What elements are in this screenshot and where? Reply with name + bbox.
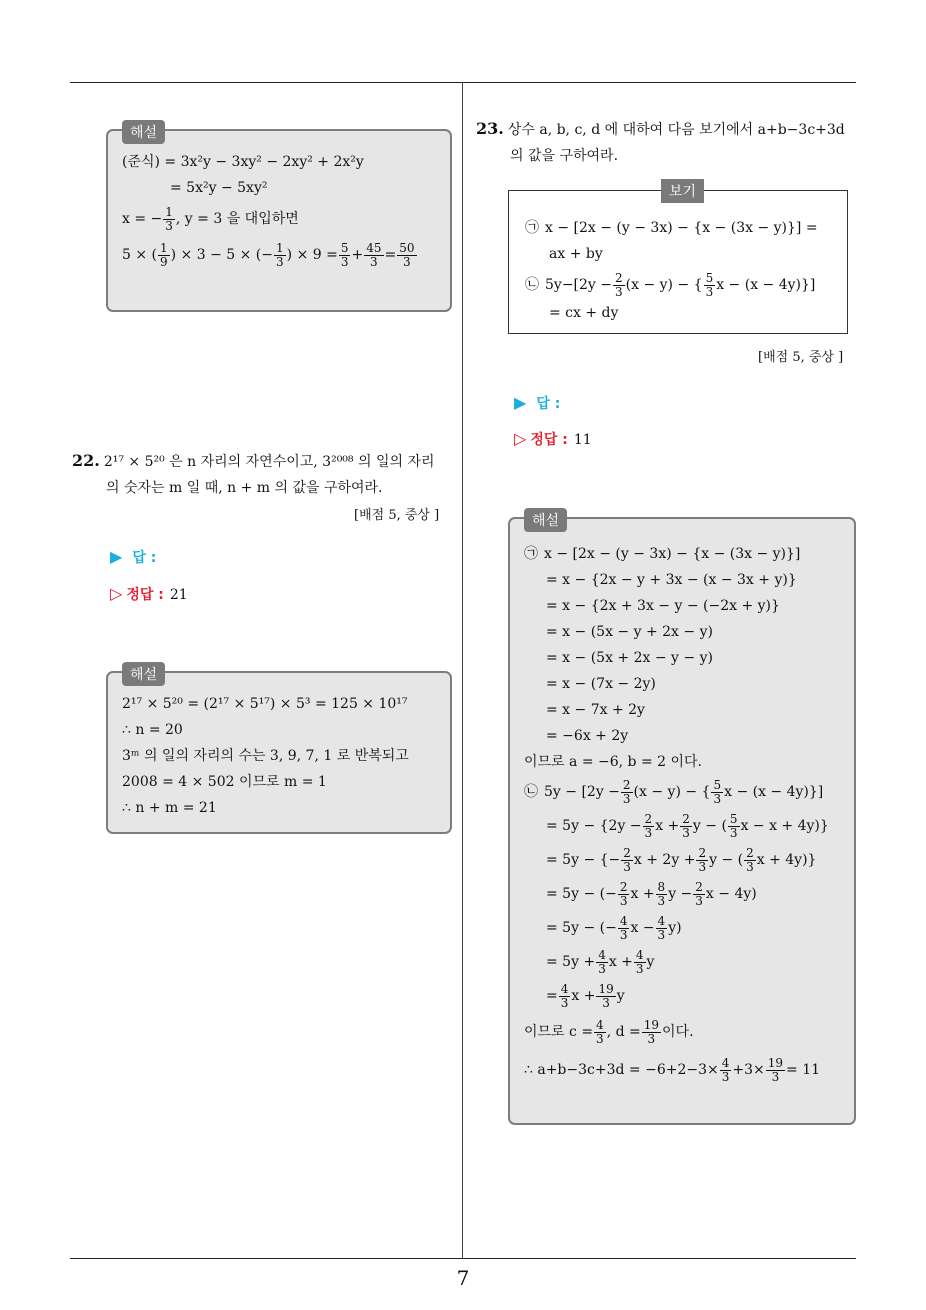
fraction: $\frac{2}{3}$ xyxy=(622,777,631,806)
fraction: $\frac{4}{3}$ xyxy=(598,947,606,976)
solution-line: x = − $\frac{1}{3}$ , y = 3 을 대입하면 xyxy=(122,204,299,233)
correct-row-22 xyxy=(110,584,188,604)
solution-box-23 xyxy=(508,513,856,1125)
fraction: $\frac{50}{3}$ xyxy=(399,240,415,269)
solution-line: = x − (5x − y + 2x − y) xyxy=(546,624,713,640)
fraction: $\frac{4}{3}$ xyxy=(721,1055,730,1084)
solution-tag: 해설 xyxy=(122,120,165,144)
solution-line: = x − {2x + 3x − y − (−2x + y)} xyxy=(546,598,780,614)
fraction: $\frac{2}{3}$ xyxy=(623,845,631,874)
correct-value: 11 xyxy=(573,432,592,448)
fraction: $\frac{4}{3}$ xyxy=(619,913,628,942)
fraction: $\frac{2}{3}$ xyxy=(698,845,707,874)
fraction: $\frac{4}{3}$ xyxy=(635,947,644,976)
bottom-rule xyxy=(70,1258,856,1259)
fraction: $\frac{8}{3}$ xyxy=(657,879,666,908)
solution-line: = x − 7x + 2y xyxy=(546,702,645,718)
fraction: $\frac{4}{3}$ xyxy=(560,981,569,1010)
fraction: $\frac{2}{3}$ xyxy=(695,879,703,908)
fraction: $\frac{5}{3}$ xyxy=(705,270,714,299)
play-icon: ▶ xyxy=(514,393,527,412)
solution-line: 5 × ( $\frac{1}{9}$ ) × 3 − 5 × (− $\frac{1}{3}$ ) × 9 = $\frac{5}{3}$ + $\frac{45}{3}$ = $\frac{50}{3}$ xyxy=(122,240,415,269)
correct-value: 21 xyxy=(169,587,188,603)
solution-line: = 5y − {2y − $\frac{2}{3}$ x + $\frac{2}{3}$ y − ( $\frac{5}{3}$ x − x + 4y)} xyxy=(546,811,829,840)
correct-row-23 xyxy=(514,429,592,449)
solution-line: = x − (7x − 2y) xyxy=(546,676,656,692)
circled-label: ㉠ xyxy=(524,546,538,562)
solution-line: ∴ a+b−3c+3d = −6+2−3× $\frac{4}{3}$ +3× $\frac{19}{3}$ = 11 xyxy=(524,1055,821,1084)
score-meta-22: [배점 5, 중상 ] xyxy=(354,508,440,523)
solution-line: ㉠ x − [2x − (y − 3x) − {x − (3x − y)}] xyxy=(524,546,801,562)
solution-line: ∴ n = 20 xyxy=(122,722,183,738)
question-text: 상수 a, b, c, d 에 대하여 다음 보기에서 a+b−3c+3d xyxy=(507,122,845,138)
circled-label: ㉠ xyxy=(525,220,539,236)
correct-label: 정답 : xyxy=(530,432,568,448)
question-text: 의 숫자는 m 일 때, n + m 의 값을 구하여라. xyxy=(106,480,383,496)
solution-line: ㉡ 5y − [2y − $\frac{2}{3}$ (x − y) − { $\frac{5}{3}$ x − (x − 4y)}] xyxy=(524,777,824,806)
example-tag: 보기 xyxy=(661,179,704,203)
solution-line: 이므로 c = $\frac{4}{3}$ , d = $\frac{19}{3}$ 이다. xyxy=(524,1017,694,1046)
solution-line: ∴ n + m = 21 xyxy=(122,800,217,816)
score-meta-23: [배점 5, 중상 ] xyxy=(758,350,844,365)
fraction: $\frac{1}{3}$ xyxy=(276,240,284,269)
column-divider xyxy=(462,83,463,1258)
answer-row-22 xyxy=(110,547,156,567)
fraction: $\frac{19}{3}$ xyxy=(598,981,614,1010)
solution-line: 2¹⁷ × 5²⁰ = (2¹⁷ × 5¹⁷) × 5³ = 125 × 10¹⁷ xyxy=(122,696,408,712)
top-rule xyxy=(70,82,856,83)
answer-label: 답 : xyxy=(132,550,157,566)
fraction: $\frac{5}{3}$ xyxy=(340,240,349,269)
question-22 xyxy=(72,448,456,501)
solution-line: = $\frac{4}{3}$ x + $\frac{19}{3}$ y xyxy=(546,981,625,1010)
solution-line: 2008 = 4 × 502 이므로 m = 1 xyxy=(122,774,327,790)
page-number: 7 xyxy=(456,1266,470,1290)
fraction: $\frac{2}{3}$ xyxy=(682,811,690,840)
correct-label: 정답 : xyxy=(126,587,164,603)
example-line: ax + by xyxy=(549,246,603,262)
solution-line: 이므로 a = −6, b = 2 이다. xyxy=(524,754,702,770)
fraction: $\frac{2}{3}$ xyxy=(619,879,628,908)
circled-label: ㉡ xyxy=(525,277,539,293)
solution-line: = x − {2x − y + 3x − (x − 3x + y)} xyxy=(546,572,797,588)
solution-line: = 5y − (− $\frac{2}{3}$ x + $\frac{8}{3}$ y − $\frac{2}{3}$ x − 4y) xyxy=(546,879,757,908)
fraction: $\frac{4}{3}$ xyxy=(596,1017,604,1046)
circled-label: ㉡ xyxy=(524,784,538,800)
example-line: ㉠ x − [2x − (y − 3x) − {x − (3x − y)}] = xyxy=(525,220,818,236)
answer-row-23 xyxy=(514,393,560,413)
answer-label: 답 : xyxy=(536,396,561,412)
fraction: $\frac{5}{3}$ xyxy=(713,777,722,806)
solution-tag: 해설 xyxy=(122,662,165,686)
question-number: 22. xyxy=(72,451,100,470)
fraction: $\frac{2}{3}$ xyxy=(644,811,653,840)
fraction: $\frac{1}{9}$ xyxy=(160,240,168,269)
solution-line: = 5y − {− $\frac{2}{3}$ x + 2y + $\frac{2}{3}$ y − ( $\frac{2}{3}$ x + 4y)} xyxy=(546,845,817,874)
fraction: $\frac{45}{3}$ xyxy=(366,240,382,269)
question-text: 2¹⁷ × 5²⁰ 은 n 자리의 자연수이고, 3²⁰⁰⁸ 의 일의 자리 xyxy=(103,454,435,470)
fraction: $\frac{2}{3}$ xyxy=(746,845,754,874)
solution-tag: 해설 xyxy=(524,508,567,532)
solution-box-21 xyxy=(106,125,452,312)
solution-line: = 5y − (− $\frac{4}{3}$ x − $\frac{4}{3}$ y) xyxy=(546,913,682,942)
solution-box-22 xyxy=(106,667,452,834)
solution-line: = 5x²y − 5xy² xyxy=(170,180,268,196)
fraction: $\frac{4}{3}$ xyxy=(657,913,666,942)
fraction: $\frac{1}{3}$ xyxy=(165,204,173,233)
question-number: 23. xyxy=(476,119,504,138)
solution-line: = x − (5x + 2x − y − y) xyxy=(546,650,713,666)
fraction: $\frac{19}{3}$ xyxy=(643,1017,660,1046)
question-23 xyxy=(476,116,866,169)
solution-line: = 5y + $\frac{4}{3}$ x + $\frac{4}{3}$ y xyxy=(546,947,655,976)
play-icon: ▶ xyxy=(110,547,123,566)
fraction: $\frac{19}{3}$ xyxy=(767,1055,784,1084)
example-line: ㉡ 5y−[2y − $\frac{2}{3}$ (x − y) − { $\frac{5}{3}$ x − (x − 4y)}] xyxy=(525,270,816,299)
example-box xyxy=(508,184,848,334)
triangle-outline-icon: ▷ xyxy=(514,429,527,448)
question-text: 의 값을 구하여라. xyxy=(510,148,619,164)
triangle-outline-icon: ▷ xyxy=(110,584,123,603)
fraction: $\frac{2}{3}$ xyxy=(615,270,623,299)
example-line: = cx + dy xyxy=(549,305,619,321)
solution-line: (준식) = 3x²y − 3xy² − 2xy² + 2x²y xyxy=(122,154,364,170)
solution-line: 3ᵐ 의 일의 자리의 수는 3, 9, 7, 1 로 반복되고 xyxy=(122,748,409,764)
solution-line: = −6x + 2y xyxy=(546,728,629,744)
fraction: $\frac{5}{3}$ xyxy=(729,811,738,840)
